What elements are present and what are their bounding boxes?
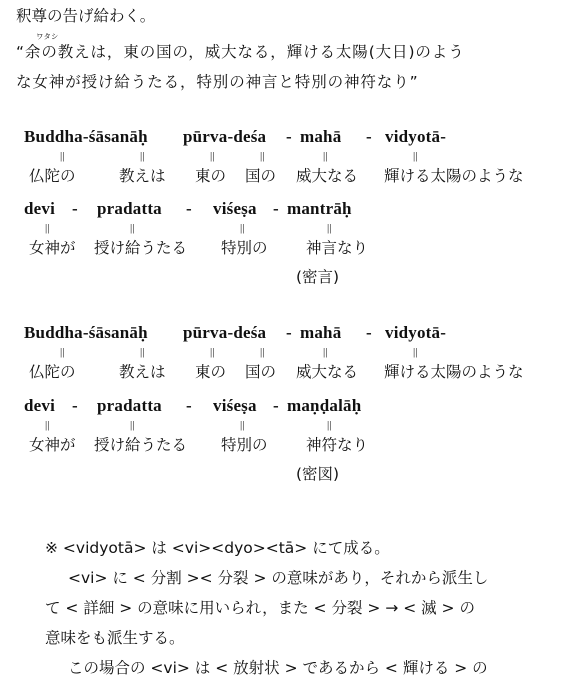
gloss: 神言なり — [306, 239, 369, 257]
equals-mark: || — [140, 346, 145, 358]
equals-mark: || — [45, 419, 50, 431]
equals-mark: || — [130, 419, 135, 431]
sanskrit-word: - — [286, 127, 292, 146]
sanskrit-word: Buddha-śāsanāḥ — [24, 323, 148, 342]
sanskrit-word: - — [72, 199, 78, 218]
sanskrit-word: pradatta — [97, 396, 162, 415]
sanskrit-word: - — [72, 396, 78, 415]
gloss: 神符なり — [306, 436, 369, 454]
sanskrit-word: viśeṣa — [213, 396, 257, 415]
gloss: 特別の — [221, 239, 268, 257]
equals-mark: || — [140, 150, 145, 162]
sanskrit-word: maṇḍalāḥ — [287, 396, 362, 415]
quote-line: な女神が授け給うたる，特別の神言と特別の神符なり” — [16, 73, 419, 91]
gloss: 教えは — [119, 363, 166, 381]
ruby-text: ワタシ — [36, 32, 59, 41]
gloss: 教えは — [119, 167, 166, 185]
sanskrit-word: devi — [24, 199, 56, 218]
equals-mark: || — [60, 150, 65, 162]
gloss: 女神が — [29, 436, 76, 454]
gloss: 授け給うたる — [94, 436, 188, 454]
note-line: ※ <vidyotā> は <vi><dyo><tā> にて成る。 — [45, 539, 390, 557]
gloss: 特別の — [221, 436, 268, 454]
equals-mark: || — [60, 346, 65, 358]
gloss: 威大なる — [296, 363, 359, 381]
equals-mark: || — [413, 346, 418, 358]
equals-mark: || — [240, 222, 245, 234]
equals-mark: || — [327, 419, 332, 431]
sanskrit-word: pūrva-deśa — [183, 323, 267, 342]
sanskrit-word: viśeṣa — [213, 199, 257, 218]
equals-mark: || — [327, 222, 332, 234]
gloss: 女神が — [29, 239, 76, 257]
sanskrit-word: - — [366, 323, 372, 342]
sanskrit-word: devi — [24, 396, 56, 415]
equals-mark: || — [210, 346, 215, 358]
note-line: <vi> に < 分割 >< 分裂 > の意味があり，それから派生し — [68, 569, 489, 587]
gloss: 威大なる — [296, 167, 359, 185]
sanskrit-word: pūrva-deśa — [183, 127, 267, 146]
quote-line: “余の教えは，東の国の，威大なる，輝ける太陽(大日)のよう — [16, 43, 465, 61]
sanskrit-word: Buddha-śāsanāḥ — [24, 127, 148, 146]
sanskrit-word: - — [186, 199, 192, 218]
note-line: この場合の <vi> は < 放射状 > であるから < 輝ける > の — [68, 659, 488, 677]
gloss: 国の — [245, 167, 277, 185]
gloss: 東の — [195, 167, 227, 185]
equals-mark: || — [240, 419, 245, 431]
sanskrit-word: pradatta — [97, 199, 162, 218]
gloss: 東の — [195, 363, 227, 381]
equals-mark: || — [45, 222, 50, 234]
equals-mark: || — [323, 150, 328, 162]
equals-mark: || — [413, 150, 418, 162]
gloss: 輝ける太陽のような — [384, 363, 524, 381]
gloss-note: (密言) — [296, 268, 340, 286]
sanskrit-word: - — [286, 323, 292, 342]
equals-mark: || — [260, 346, 265, 358]
equals-mark: || — [130, 222, 135, 234]
gloss: 仏陀の — [29, 167, 76, 185]
sanskrit-word: - — [366, 127, 372, 146]
equals-mark: || — [210, 150, 215, 162]
note-line: 意味をも派生する。 — [45, 629, 185, 647]
sanskrit-word: vidyotā- — [385, 323, 447, 342]
sanskrit-word: - — [273, 396, 279, 415]
gloss-note: (密図) — [296, 465, 340, 483]
gloss: 授け給うたる — [94, 239, 188, 257]
sanskrit-word: - — [186, 396, 192, 415]
gloss: 仏陀の — [29, 363, 76, 381]
gloss: 輝ける太陽のような — [384, 167, 524, 185]
gloss: 国の — [245, 363, 277, 381]
sanskrit-word: - — [273, 199, 279, 218]
equals-mark: || — [260, 150, 265, 162]
equals-mark: || — [323, 346, 328, 358]
sanskrit-word: mahā — [300, 323, 342, 342]
sanskrit-word: mantrāḥ — [287, 199, 352, 218]
note-line: て < 詳細 > の意味に用いられ，また < 分裂 > → < 滅 > の — [45, 599, 475, 617]
sanskrit-word: mahā — [300, 127, 342, 146]
intro-line: 釈尊の告げ給わく。 — [16, 7, 156, 25]
sanskrit-word: vidyotā- — [385, 127, 447, 146]
